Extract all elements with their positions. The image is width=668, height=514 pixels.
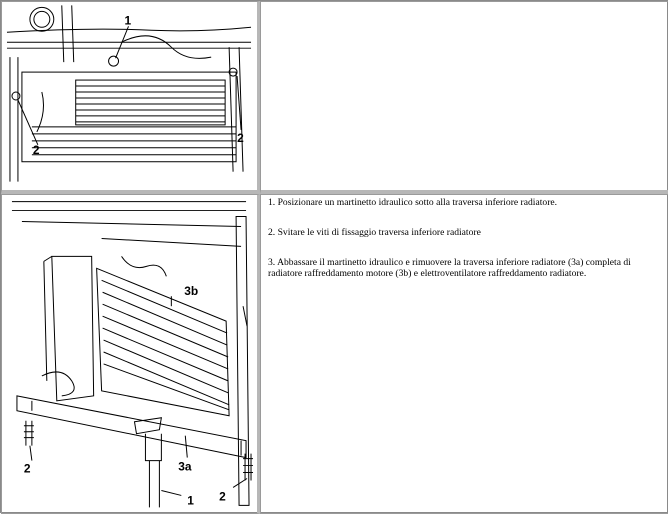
callout-2-top-left: 2: [32, 142, 40, 157]
figure-bottom-cell: [1, 194, 260, 514]
step-1: 1. Posizionare un martinetto idraulico sotto alla traversa inferiore radiatore.: [268, 197, 558, 208]
text-top-cell: [260, 1, 668, 194]
text-bottom-cell: [260, 194, 668, 514]
figure-bottom-illustration: [2, 195, 257, 513]
callout-2-bottom-right: 2: [219, 489, 226, 504]
procedure-steps: [261, 195, 668, 279]
callout-3a: 3a: [178, 459, 192, 474]
step-3: 3. Abbassare il martinetto idraulico e rimuovere la traversa inferiore radiatore (3a) completa di radiatore raffreddamento motore (3b) e elettroventilatore raffreddamento radiatore.: [268, 257, 631, 279]
figure-top-illustration: [2, 2, 257, 190]
figure-top-cell: [1, 1, 260, 194]
callout-2-top-right: 2: [237, 130, 244, 145]
step-2: 2. Svitare le viti di fissaggio traversa inferiore radiatore: [268, 227, 481, 238]
callout-2-bottom-left: 2: [23, 461, 31, 476]
callout-3b: 3b: [184, 284, 199, 299]
callout-1-top: 1: [124, 13, 132, 28]
callout-1-bottom: 1: [187, 493, 194, 508]
